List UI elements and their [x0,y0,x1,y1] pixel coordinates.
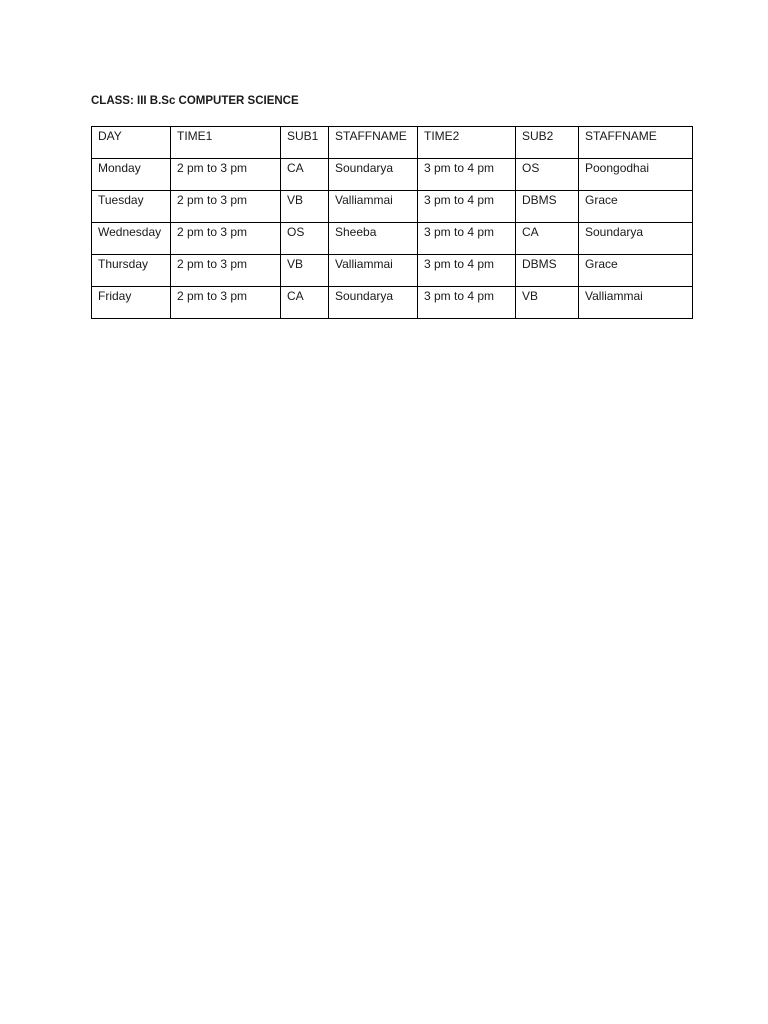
table-row [92,159,693,191]
cell-time2: 3 pm to 4 pm [418,191,516,223]
cell-sub2: DBMS [516,191,579,223]
cell-staffname2: Poongodhai [579,159,693,191]
table-header-row [92,127,693,159]
cell-staffname1: Sheeba [329,223,418,255]
cell-time2: 3 pm to 4 pm [418,223,516,255]
cell-staffname1: Valliammai [329,191,418,223]
timetable [91,126,693,319]
cell-sub2: CA [516,223,579,255]
header-cell-day: DAY [92,127,171,159]
header-cell-sub1: SUB1 [281,127,329,159]
cell-sub1: VB [281,191,329,223]
header-cell-time2: TIME2 [418,127,516,159]
cell-sub2: VB [516,287,579,319]
table-row [92,223,693,255]
cell-time1: 2 pm to 3 pm [171,159,281,191]
cell-staffname2: Soundarya [579,223,693,255]
cell-sub1: CA [281,159,329,191]
cell-time1: 2 pm to 3 pm [171,191,281,223]
class-title: CLASS: III B.Sc COMPUTER SCIENCE [91,95,299,107]
cell-sub1: VB [281,255,329,287]
cell-sub1: CA [281,287,329,319]
cell-day: Thursday [92,255,171,287]
header-cell-sub2: SUB2 [516,127,579,159]
cell-staffname2: Grace [579,255,693,287]
header-cell-staffname2: STAFFNAME [579,127,693,159]
cell-day: Wednesday [92,223,171,255]
cell-sub2: OS [516,159,579,191]
header-cell-time1: TIME1 [171,127,281,159]
cell-staffname2: Valliammai [579,287,693,319]
cell-staffname2: Grace [579,191,693,223]
cell-day: Tuesday [92,191,171,223]
cell-staffname1: Valliammai [329,255,418,287]
cell-time1: 2 pm to 3 pm [171,223,281,255]
cell-time2: 3 pm to 4 pm [418,159,516,191]
cell-day: Friday [92,287,171,319]
cell-time1: 2 pm to 3 pm [171,255,281,287]
cell-sub1: OS [281,223,329,255]
table-row [92,191,693,223]
cell-sub2: DBMS [516,255,579,287]
table-row [92,255,693,287]
cell-time2: 3 pm to 4 pm [418,287,516,319]
cell-time2: 3 pm to 4 pm [418,255,516,287]
header-cell-staffname1: STAFFNAME [329,127,418,159]
cell-time1: 2 pm to 3 pm [171,287,281,319]
cell-staffname1: Soundarya [329,287,418,319]
cell-day: Monday [92,159,171,191]
table-row [92,287,693,319]
cell-staffname1: Soundarya [329,159,418,191]
